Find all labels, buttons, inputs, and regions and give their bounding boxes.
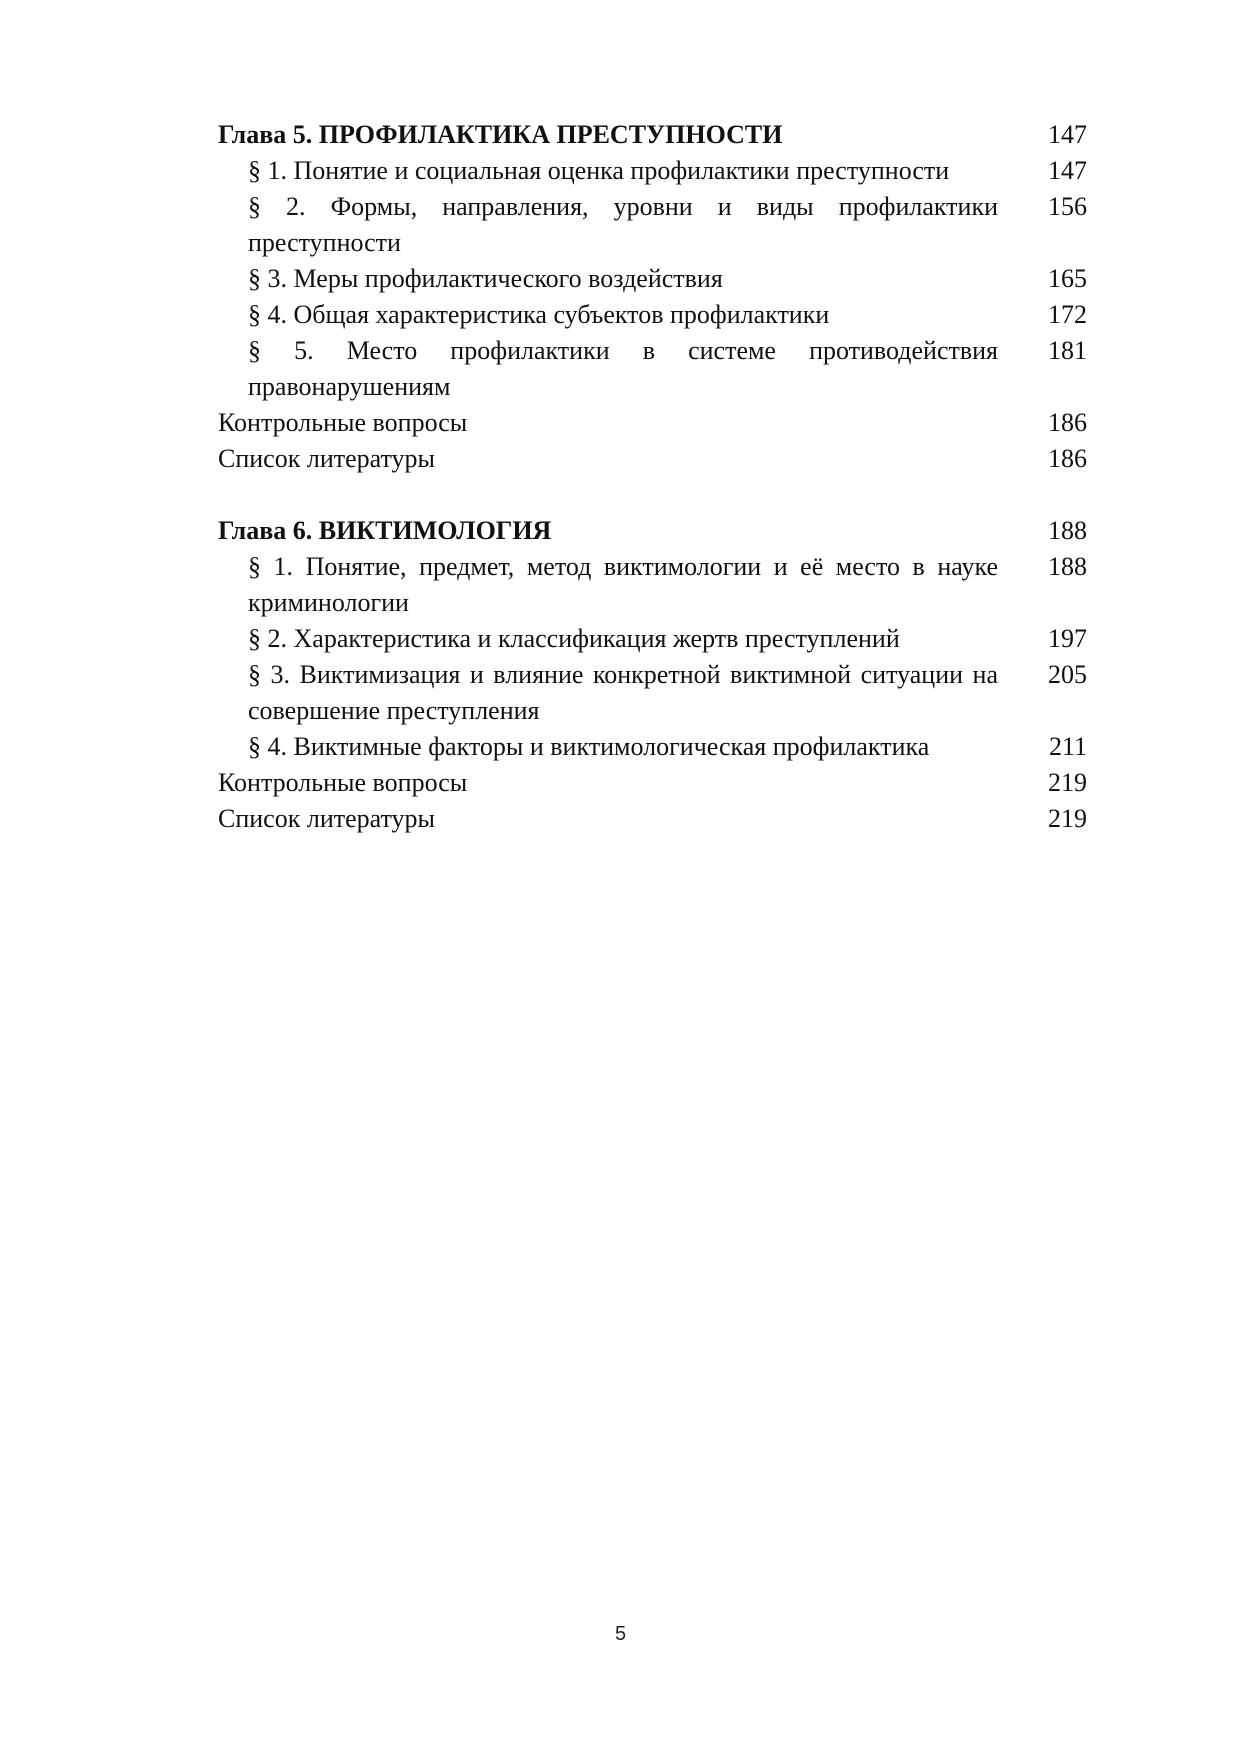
- toc-entry-page: 165: [1048, 264, 1087, 293]
- toc-entry-title: § 4. Общая характеристика субъектов профилактики: [248, 300, 830, 329]
- toc-entry-page: 186: [1048, 444, 1087, 473]
- toc-entry-page: 147: [1048, 120, 1087, 149]
- toc-entry-title: Контрольные вопросы: [218, 768, 468, 797]
- toc-entry-title: § 2. Формы, направления, уровни и виды профилактики преступности: [248, 192, 998, 257]
- toc-entry-page: 205: [1048, 660, 1087, 689]
- toc-chapter-5: [218, 117, 1087, 477]
- toc-entry: [218, 549, 1087, 621]
- toc-control-questions: [218, 405, 1087, 441]
- toc-entry-page: 219: [1048, 768, 1087, 797]
- page-number: 5: [614, 1623, 627, 1645]
- toc-entry: [218, 729, 1087, 765]
- toc-literature-list: [218, 801, 1087, 837]
- toc-chapter-heading: [218, 513, 1087, 549]
- toc-entry-title: Глава 6. ВИКТИМОЛОГИЯ: [218, 516, 552, 545]
- toc-entry-title: § 4. Виктимные факторы и виктимологическая профилактика: [248, 732, 930, 761]
- toc-entry-page: 156: [1048, 192, 1087, 221]
- toc-entry-title: § 5. Место профилактики в системе противодействия правонарушениям: [248, 336, 998, 401]
- toc-entry: [218, 621, 1087, 657]
- toc-entry: [218, 153, 1087, 189]
- table-of-contents: [218, 117, 1087, 837]
- toc-control-questions: [218, 765, 1087, 801]
- toc-entry-title: Контрольные вопросы: [218, 408, 468, 437]
- toc-entry-page: 181: [1048, 336, 1087, 365]
- toc-entry-page: 188: [1048, 516, 1087, 545]
- toc-entry-title: § 1. Понятие, предмет, метод виктимологии и её место в науке криминологии: [248, 552, 998, 617]
- toc-chapter-heading: [218, 117, 1087, 153]
- toc-entry-title: Список литературы: [218, 804, 435, 833]
- toc-entry-title: § 1. Понятие и социальная оценка профилактики преступности: [248, 156, 950, 185]
- toc-entry: [218, 657, 1087, 729]
- toc-chapter-6: [218, 513, 1087, 837]
- toc-entry-title: § 3. Виктимизация и влияние конкретной виктимной ситуации на совершение преступления: [248, 660, 998, 725]
- toc-entry: [218, 297, 1087, 333]
- toc-entry-page: 186: [1048, 408, 1087, 437]
- toc-entry-title: § 3. Меры профилактического воздействия: [248, 264, 723, 293]
- toc-entry-title: § 2. Характеристика и классификация жертв преступлений: [248, 624, 900, 653]
- toc-entry-page: 211: [1048, 732, 1087, 761]
- toc-entry-page: 197: [1048, 624, 1087, 653]
- toc-entry-page: 172: [1048, 300, 1087, 329]
- toc-entry-page: 188: [1048, 552, 1087, 581]
- toc-entry-title: Глава 5. ПРОФИЛАКТИКА ПРЕСТУПНОСТИ: [218, 120, 783, 149]
- toc-entry: [218, 189, 1087, 261]
- toc-entry-page: 219: [1048, 804, 1087, 833]
- toc-entry-page: 147: [1048, 156, 1087, 185]
- toc-entry-title: Список литературы: [218, 444, 435, 473]
- toc-entry: [218, 261, 1087, 297]
- toc-literature-list: [218, 441, 1087, 477]
- toc-entry: [218, 333, 1087, 405]
